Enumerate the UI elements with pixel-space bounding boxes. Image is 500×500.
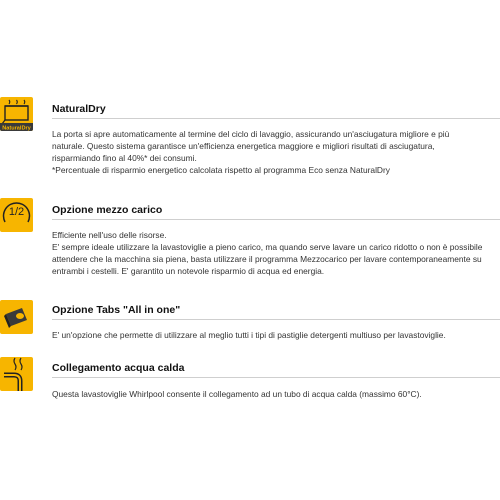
feature-title: NaturalDry	[52, 103, 106, 115]
description-line: naturale. Questo sistema garantisce un'efficienza energetica maggiore e migliori risultati di asciugatura,	[52, 141, 435, 151]
divider	[52, 118, 500, 119]
feature-description	[52, 388, 498, 400]
description-line: Questa lavastoviglie Whirlpool consente il collegamento ad un tubo di acqua calda (massimo 60°C).	[52, 389, 422, 399]
feature-title: Collegamento acqua calda	[52, 362, 185, 374]
description-line: E' sempre ideale utilizzare la lavastoviglie a pieno carico, ma quando serve lavare un carico ridotto o non è possibile	[52, 242, 483, 252]
hot-water-pipe-icon	[0, 357, 33, 391]
description-line: *Percentuale di risparmio energetico calcolata rispetto al programma Eco senza NaturalDry	[52, 165, 390, 175]
description-line: Efficiente nell'uso delle risorse.	[52, 230, 167, 240]
half-load-icon-label: 1/2	[8, 206, 25, 218]
divider	[52, 377, 500, 378]
feature-title: Opzione mezzo carico	[52, 204, 163, 216]
tablet-icon	[0, 300, 33, 334]
description-line: entrambi i cestelli. E' garantito un notevole risparmio di acqua ed energia.	[52, 266, 325, 276]
feature-description	[52, 229, 498, 277]
natural-dry-icon-label: NaturalDry	[2, 125, 31, 131]
half-load-icon	[0, 198, 33, 232]
feature-title: Opzione Tabs "All in one"	[52, 304, 181, 316]
feature-description	[52, 128, 498, 176]
description-line: attendere che la macchina sia piena, basta utilizzare il programma Mezzocarico per lavare contemporaneamente su	[52, 254, 482, 264]
description-line: E' un'opzione che permette di utilizzare al meglio tutti i tipi di pastiglie detergenti multiuso per lavastoviglie.	[52, 330, 446, 340]
description-line: risparmiando fino al 40%* dei consumi.	[52, 153, 197, 163]
feature-description	[52, 329, 498, 341]
natural-dry-icon	[0, 97, 33, 131]
description-line: La porta si apre automaticamente al termine del ciclo di lavaggio, assicurando un'asciugatura migliore e più	[52, 129, 450, 139]
divider	[52, 219, 500, 220]
divider	[52, 319, 500, 320]
